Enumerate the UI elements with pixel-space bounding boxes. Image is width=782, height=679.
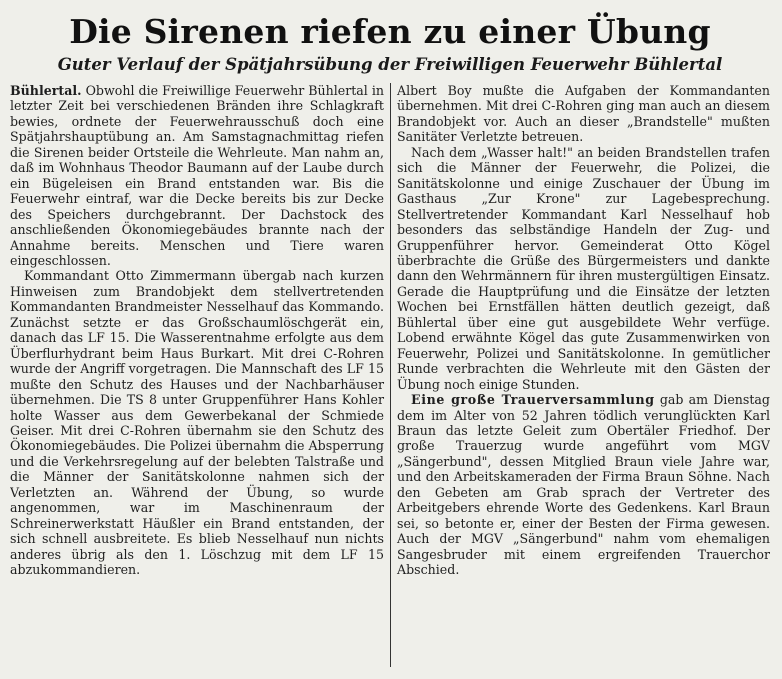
paragraph-intro-text: Obwohl die Freiwillige Feuerwehr Bühlertal in letzter Zeit bei verschiedenen Bränden ihre Schlagkraft bewies, ordnete der Feuerwehrausschuß doch eine Spätjahrshauptübung an. Am Samstagnachmittag riefen die Sirenen beider Ortsteile die Wehrleute. Man nahm an, daß im Wohnhaus Theodor Baumann auf der Laube durch ein Bügeleisen ein Brand entstanden war. Bis die Feuerwehr eintraf, war die Decke bereits bis zur Decke des Speichers durchgebrannt. Der Dachstock des anschließenden Ökonomiegebäudes brannte nach der Annahme bereits. Menschen und Tiere waren eingeschlossen. (10, 83, 384, 268)
paragraph-funeral (397, 392, 770, 577)
paragraph-commander: Kommandant Otto Zimmermann übergab nach kurzen Hinweisen zum Brandobjekt dem stellvertretenden Kommandanten Brandmeister Nesselhauf das Kommando. Zunächst setzte er das Großschaumlöschgerät ein, danach das LF 15. Die Wasserentnahme erfolgte aus dem Überflurhydrant beim Haus Burkart. Mit drei C-Rohren wurde der Angriff vorgetragen. Die Mannschaft des LF 15 mußte den Schutz des Hauses und der Nachbarhäuser übernehmen. Die TS 8 unter Gruppenführer Hans Kohler holte Wasser aus dem Gewerbekanal der Schmiede Geiser. Mit drei C-Rohren übernahm sie den Schutz des Ökonomiegebäudes. Die Polizei übernahm die Absperrung und die Verkehrsregelung auf der belebten Talstraße und die Männer der Sanitätskolonne nahmen sich der Verletzten an. Während der Übung, so wurde angenommen, war im Maschinenraum der Schreinerwerkstatt Häußler ein Brand entstanden, der sich schnell ausbreitete. Es blieb Nesselhauf nun nichts anderes übrig als den 1. Löschzug mit dem LF 15 abzukommandieren. (10, 268, 384, 578)
paragraph-debrief: Nach dem „Wasser halt!" an beiden Brandstellen trafen sich die Männer der Feuerwehr, die Polizei, die Sanitätskolonne und einige Zuschauer der Übung im Gasthaus „Zur Krone" zur Lagebesprechung. Stellvertretender Kommandant Karl Nesselhauf hob besonders das selbständige Handeln der Zug- und Gruppenführer hervor. Gemeinderat Otto Kögel überbrachte die Grüße des Bürgermeisters und dankte dann den Wehrmännern für ihren mustergültigen Einsatz. Gerade die Hauptprüfung und die Einsätze der letzten Wochen bei Ernstfällen hätten deutlich gezeigt, daß Bühlertal über eine gut ausgebildete Wehr verfüge. Lobend erwähnte Kögel das gute Zusammenwirken von Feuerwehr, Polizei und Sanitätskolonne. In gemütlicher Runde verbrachten die Wehrleute mit den Gästen der Übung noch einige Stunden. (397, 144, 770, 392)
subheadline: Guter Verlauf der Spätjahrsübung der Freiwilligen Feuerwehr Bühlertal (57, 55, 723, 74)
funeral-runin: Eine große Trauerversammlung (411, 392, 655, 408)
right-column (390, 83, 770, 667)
paragraph-continuation: Albert Boy mußte die Aufgaben der Kommandanten übernehmen. Mit drei C-Rohren ging man auch an diesem Brandobjekt vor. Auch an dieser „Brandstelle" mußten Sanitäter Verletzte betreuen. (397, 83, 770, 145)
headline: Die Sirenen riefen zu einer Übung (69, 12, 711, 51)
funeral-text: gab am Dienstag dem im Alter von 52 Jahren tödlich verunglückten Karl Braun das letzte Geleit zum Obertäler Friedhof. Der große Trauerzug wurde angeführt vom MGV „Sängerbund", dessen Mitglied Braun viele Jahre war, und den Arbeitskameraden der Firma Braun Söhne. Nach den Gebeten am Grab sprach der Vertreter des Arbeitgebers ehrende Worte des Gedenkens. Karl Braun sei, so betonte er, einer der Besten der Firma gewesen. Auch der MGV „Sängerbund" nahm vom ehemaligen Sangesbruder mit einem ergreifenden Trauerchor Abschied. (397, 392, 770, 578)
left-column (10, 83, 390, 667)
article-columns (10, 83, 770, 667)
dateline: Bühlertal. (10, 83, 82, 98)
paragraph-intro (10, 83, 384, 268)
